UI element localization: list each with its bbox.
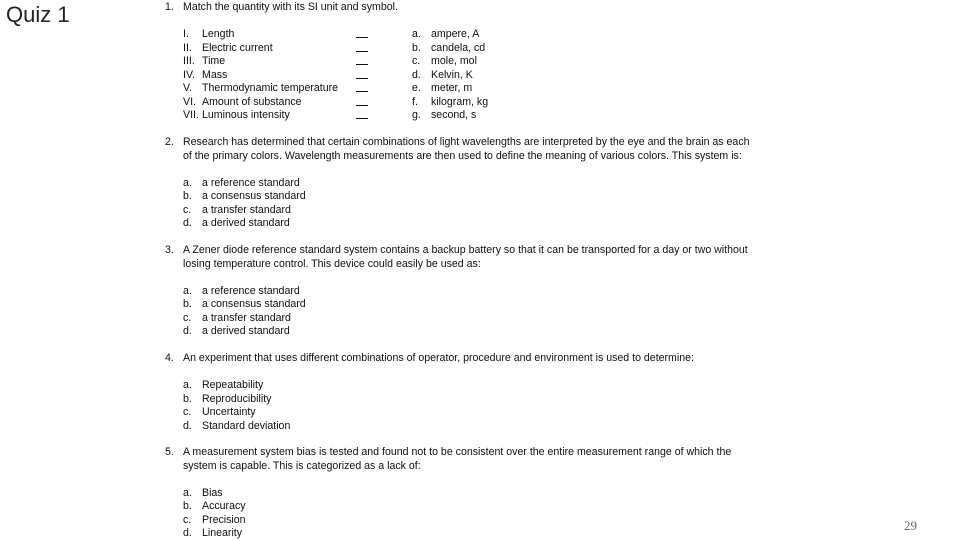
option-letter: c. [183,311,192,324]
roman-numeral: IV. [183,68,195,81]
answer-blank[interactable] [356,91,368,92]
option-letter: b. [183,392,192,405]
unit-label: kilogram, kg [431,95,489,108]
option-text: a derived standard [202,325,290,337]
question-number: 1. [165,1,174,13]
roman-numeral: V. [183,82,193,94]
unit-label: ampere, A [431,28,480,40]
unit-label: Kelvin, K [431,68,473,81]
question-number: 3. [165,244,174,256]
option-text: a transfer standard [202,311,291,324]
option-letter: c. [183,406,192,418]
answer-blank[interactable] [356,118,368,119]
quantity-label: Time [202,55,226,67]
question-text-line: A Zener diode reference standard system contains a backup battery so that it can be transported for a day or two without [183,244,748,256]
question-prompt: Match the quantity with its SI unit and symbol. [183,1,398,13]
option-letter: a. [183,486,192,499]
quantity-label: Amount of substance [202,95,302,108]
option-text: Bias [202,486,223,499]
unit-letter: d. [412,68,421,81]
question-3 [165,244,765,344]
option-text: Accuracy [202,500,246,512]
question-text-line: Research has determined that certain combinations of light wavelengths are interpreted by the eye and the brain as each [183,136,750,148]
answer-blank[interactable] [356,37,368,38]
unit-label: meter, m [431,82,473,94]
unit-letter: b. [412,41,421,54]
answer-blank[interactable] [356,64,368,65]
question-text-line: An experiment that uses different combinations of operator, procedure and environment is used to determine: [183,352,694,364]
option-letter: d. [183,325,192,337]
slide-title: Quiz 1 [6,2,70,27]
option-text: Uncertainty [202,406,256,418]
question-number: 2. [165,136,174,148]
option-letter: d. [183,419,192,432]
option-letter: c. [183,513,192,526]
question-5 [165,446,765,540]
option-text: Precision [202,513,246,526]
option-letter: c. [183,203,192,216]
option-text: a consensus standard [202,190,306,202]
option-text: a reference standard [202,176,300,189]
option-letter: a. [183,284,192,297]
option-text: Repeatability [202,379,264,391]
unit-letter: g. [412,109,421,121]
option-text: a derived standard [202,217,290,229]
unit-letter: a. [412,28,421,40]
option-text: Linearity [202,527,243,539]
option-text: Reproducibility [202,392,272,405]
answer-blank[interactable] [356,78,368,79]
option-letter: a. [183,379,192,391]
unit-label: mole, mol [431,55,477,67]
option-text: a reference standard [202,284,300,297]
roman-numeral: III. [183,55,195,67]
option-text: Standard deviation [202,419,291,432]
question-number: 4. [165,352,174,364]
quantity-label: Mass [202,68,228,81]
unit-letter: c. [412,55,421,67]
option-letter: b. [183,298,192,310]
question-text-line: A measurement system bias is tested and found not to be consistent over the entire measurement range of which the [183,446,732,458]
page-number: 29 [904,518,917,533]
roman-numeral: I. [183,28,189,40]
answer-blank[interactable] [356,105,368,106]
question-1 [165,1,565,126]
quantity-label: Thermodynamic temperature [202,82,339,94]
question-number: 5. [165,446,174,458]
unit-label: candela, cd [431,41,486,54]
unit-label: second, s [431,109,477,121]
roman-numeral: VII. [183,109,199,121]
option-letter: d. [183,217,192,229]
option-text: a consensus standard [202,298,306,310]
quantity-label: Length [202,28,235,40]
option-letter: d. [183,527,192,539]
roman-numeral: VI. [183,95,196,108]
question-4 [165,352,765,442]
option-letter: a. [183,176,192,189]
roman-numeral: II. [183,41,192,54]
option-letter: b. [183,190,192,202]
quantity-label: Luminous intensity [202,109,290,121]
answer-blank[interactable] [356,51,368,52]
unit-letter: e. [412,82,421,94]
question-text-line: system is capable. This is categorized as a lack of: [183,459,421,472]
unit-letter: f. [412,95,418,108]
question-text-line: of the primary colors. Wavelength measurements are then used to define the meaning of various colors. This system is: [183,149,742,162]
option-letter: b. [183,500,192,512]
quantity-label: Electric current [202,41,273,54]
question-text-line: losing temperature control. This device could easily be used as: [183,257,481,270]
question-2 [165,136,765,236]
option-text: a transfer standard [202,203,291,216]
